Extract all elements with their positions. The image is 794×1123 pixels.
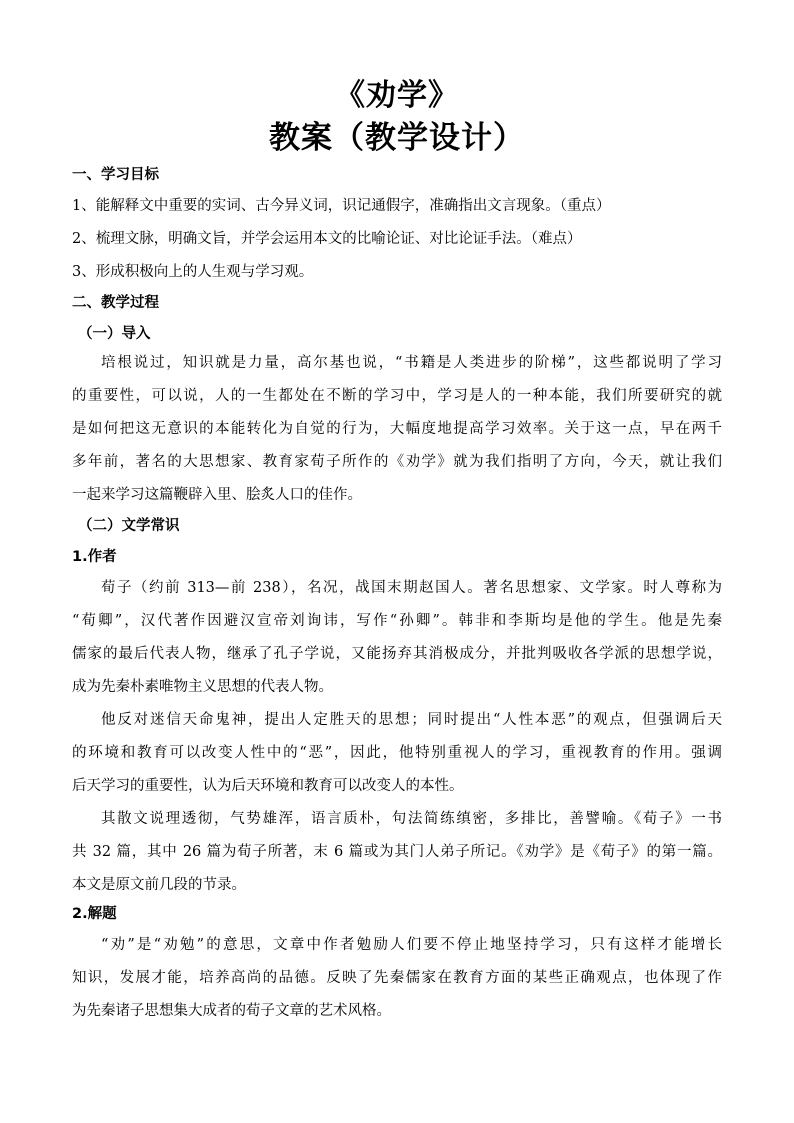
- paragraph-line: 培根说过，知识就是力量，高尔基也说，“书籍是人类进步的阶梯”，这些都说明了学习: [101, 355, 722, 371]
- document-title: 《劝学》: [335, 78, 459, 113]
- document-subtitle: 教案（教学设计）: [269, 120, 525, 156]
- objective-item: 3、形成积极向上的人生观与学习观。: [72, 264, 314, 280]
- paragraph-line: 其散文说理透彻，气势雄浑，语言质朴，句法简练缜密，多排比，善譬喻。《荀子》一书: [101, 811, 722, 827]
- paragraph-line: 多年前，著名的大思想家、教育家荀子所作的《劝学》就为我们指明了方向，今天，就让我们: [72, 454, 722, 470]
- subsection-heading-intro: （一）导入: [78, 326, 151, 342]
- paragraph-line: 共 32 篇，其中 26 篇为荀子所著，末 6 篇或为其门人弟子所记。《劝学》是《荀子》的第一篇。: [72, 844, 722, 860]
- item-heading-author: 1.作者: [72, 549, 117, 565]
- paragraph-line: 本文是原文前几段的节录。: [72, 877, 246, 893]
- objective-item: 2、梳理文脉，明确文旨，并学会运用本文的比喻论证、对比论证手法。（难点）: [72, 231, 582, 247]
- paragraph-line: 的重要性，可以说，人的一生都处在不断的学习中，学习是人的一种本能，我们所要研究的就: [72, 388, 722, 404]
- item-heading-explain: 2.解题: [72, 906, 117, 922]
- paragraph-line: 成为先秦朴素唯物主义思想的代表人物。: [72, 679, 333, 695]
- paragraph-line: 他反对迷信天命鬼神，提出人定胜天的思想；同时提出“人性本恶”的观点，但强调后天: [101, 712, 722, 728]
- paragraph-line: 儒家的最后代表人物，继承了孔子学说，又能扬弃其消极成分，并批判吸收各学派的思想学说，: [72, 646, 722, 662]
- section-heading-process: 二、教学过程: [72, 295, 159, 311]
- paragraph-line: 是如何把这无意识的本能转化为自觉的行为，大幅度地提高学习效率。关于这一点，早在两千: [72, 421, 722, 437]
- paragraph-line: “劝”是“劝勉”的意思，文章中作者勉励人们要不停止地坚持学习，只有这样才能增长: [101, 937, 722, 953]
- paragraph-line: 荀子（约前 313—前 238），名况，战国末期赵国人。著名思想家、文学家。时人尊称为: [101, 580, 722, 596]
- paragraph-line: 为先秦诸子思想集大成者的荀子文章的艺术风格。: [72, 1003, 391, 1019]
- paragraph-line: 的环境和教育可以改变人性中的“恶”，因此，他特别重视人的学习，重视教育的作用。强调: [72, 745, 722, 761]
- subsection-heading-literature: （二）文学常识: [78, 518, 180, 534]
- paragraph-line: “荀卿”，汉代著作因避汉宣帝刘询讳，写作“孙卿”。韩非和李斯均是他的学生。他是先秦: [72, 613, 722, 629]
- paragraph-line: 后天学习的重要性，认为后天环境和教育可以改变人的本性。: [72, 778, 464, 794]
- paragraph-line: 知识，发展才能，培养高尚的品德。反映了先秦儒家在教育方面的某些正确观点，也体现了作: [72, 970, 722, 986]
- section-heading-objectives: 一、学习目标: [72, 167, 159, 183]
- objective-item: 1、能解释文中重要的实词、古今异义词，识记通假字，准确指出文言现象。（重点）: [72, 198, 611, 214]
- paragraph-line: 一起来学习这篇鞭辟入里、脍炙人口的佳作。: [72, 487, 362, 503]
